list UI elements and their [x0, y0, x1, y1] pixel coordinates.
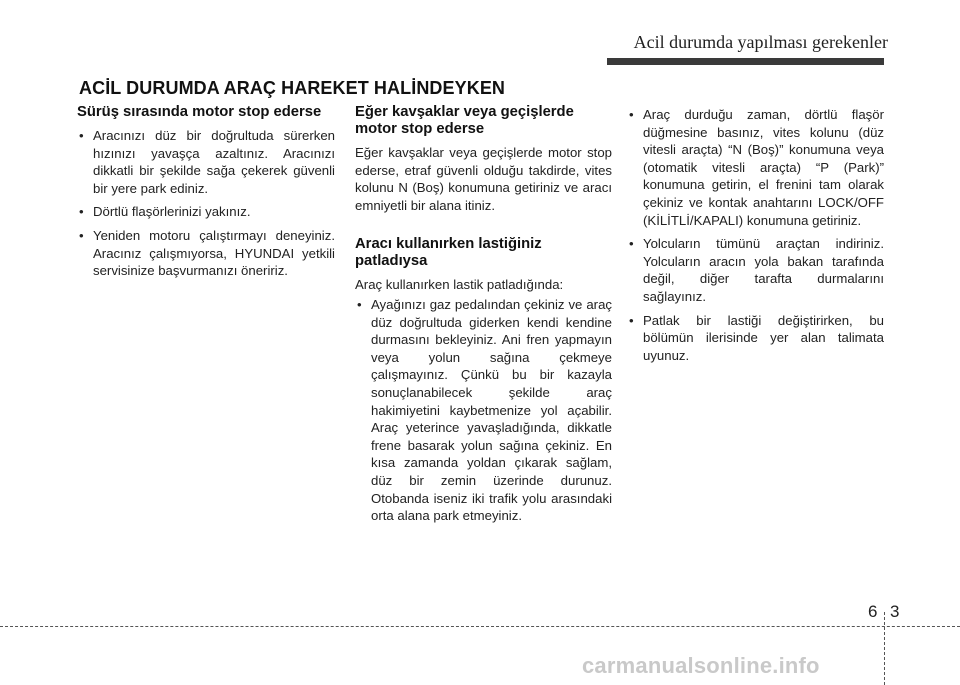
bullet-list — [355, 296, 612, 525]
list-item: • Dörtlü flaşörlerinizi yakınız. — [77, 203, 335, 221]
list-item: • Yeniden motoru çalıştırmayı deneyiniz. Aracınız çalışmıyorsa, HYUNDAI yetkili servisinize başvurmanızı öneririz. — [77, 227, 335, 280]
paragraph-intersection: Eğer kavşaklar veya geçişlerde motor stop ederse, etraf güvenli olduğu takdirde, vites kolunu N (Boş) konumuna getiriniz ve aracı emniyetli bir alana itiniz. — [355, 145, 612, 213]
list-item: • Ayağınızı gaz pedalından çekiniz ve araç düz doğrultuda giderken kendi kendine durmasını bekleyiniz. Ani fren yapmayın veya yolun sağına çekmeye çalışmayınız. Çünkü bu bir kazayla sonuçlanabilecek şekilde araç hakimiyetini kaybetmenize yol açabilir. Araç yeterince yavaşladığında, dikkatle frene basarak yolun sağına çekiniz. En kısa zamanda yoldan çıkarak sağlam, düz bir zemin üzerinde durunuz. Otobanda iseniz iki trafik yolu arasındaki orta alana park etmeyiniz. — [355, 296, 612, 525]
heading-engine-stall-intersection: Eğer kavşaklar veya geçişlerde motor stop ederse — [355, 104, 574, 137]
heading-flat-tire: Aracı kullanırken lastiğiniz patladıysa — [355, 236, 542, 270]
column-engine-stall — [77, 104, 335, 286]
list-item: • Araç durduğu zaman, dörtlü flaşör düğmesine basınız, vites kolunu (düz vitesli araçta) “N (Boş)” konumuna veya (otomatik vitesli araçta) “P (Park)” konumuna getirin, el frenini tam olarak çekiniz ve kontak anahtarını LOCK/OFF (KİLİTLİ/KAPALI) konumuna getiriniz. — [627, 106, 884, 229]
list-item: • Yolcuların tümünü araçtan indiriniz. Yolcuların aracın yola bakan tarafında değil, diğer tarafta durmalarını sağlayınız. — [627, 235, 884, 305]
bullet-list — [77, 127, 335, 280]
watermark: carmanualsonline.info — [582, 653, 820, 678]
column-intersection-tire — [355, 104, 612, 531]
list-item: • Patlak bir lastiği değiştirirken, bu bölümün ilerisinde yer alan talimata uyunuz. — [627, 312, 884, 365]
heading-engine-stall-driving: Sürüş sırasında motor stop ederse — [77, 104, 322, 120]
section-title: ACİL DURUMDA ARAÇ HAREKET HALİNDEYKEN — [79, 78, 506, 98]
paragraph-flat-tire-intro: Araç kullanırken lastik patladığında: — [355, 277, 564, 293]
chapter-title: Acil durumda yapılması gerekenler — [633, 32, 888, 52]
page-number: 3 — [890, 602, 900, 621]
list-item: • Aracınızı düz bir doğrultuda sürerken hızınızı yavaşça azaltınız. Aracınızı dikkatli bir şekilde sağa çekerek güvenli bir yere park ediniz. — [77, 127, 335, 197]
header-rule — [607, 58, 884, 65]
page-number-divider — [884, 612, 885, 685]
column-flat-tire-continued — [627, 106, 884, 370]
bullet-list — [627, 106, 884, 364]
chapter-number: 6 — [868, 602, 878, 621]
footer-divider — [0, 626, 960, 627]
